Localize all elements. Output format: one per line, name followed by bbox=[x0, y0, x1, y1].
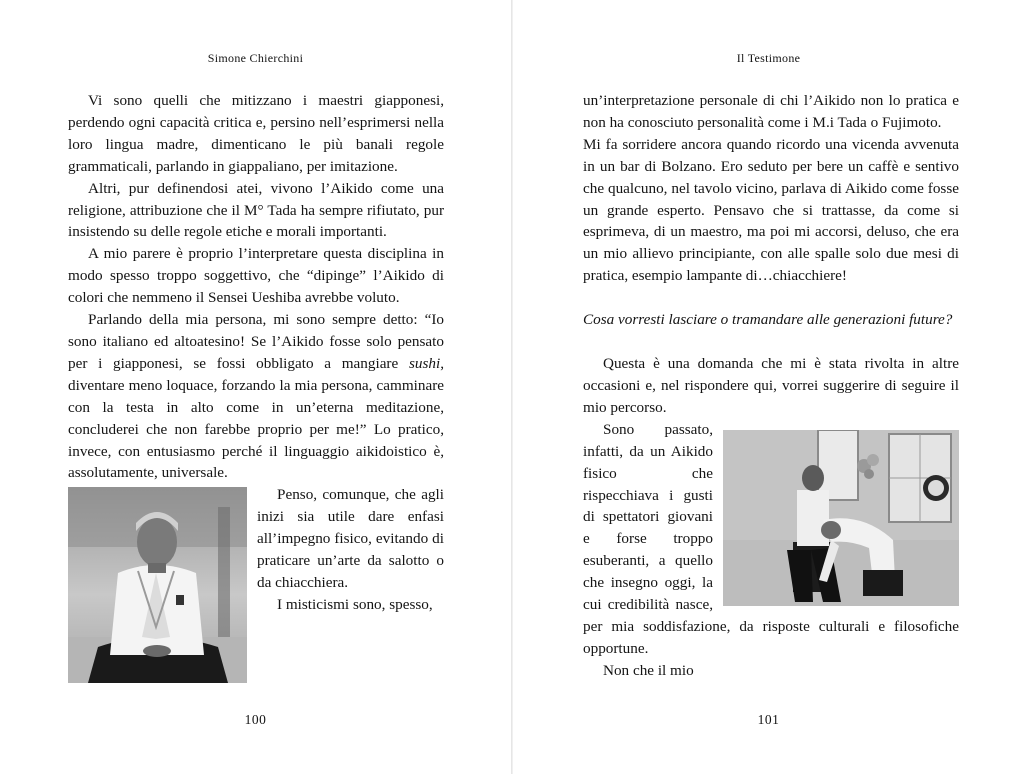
paragraph: Altri, pur definendosi atei, vivono l’Aikido come una religione, attribuzione che il M° Tada ha sempre rifiutato, pur insistendo su delle regole etiche e morali importanti. bbox=[68, 179, 444, 241]
right-page bbox=[513, 0, 1024, 774]
paragraph: Parlando della mia persona, mi sono sempre detto: “Io sono italiano ed altoatesino! Se l’Aikido fosse solo pensato per i giapponesi, se fossi obbligato a mangiare sushi, diventare meno loquace, forzando la mia persona, camminare con la testa in alto come in un’eterna meditazione, concluderei che non farebbe proprio per me!” Lo pratico, invece, con entusiasmo perché il linguaggio aikidoistico è, assolutamente, universale. bbox=[68, 311, 444, 482]
page-number-right: 101 bbox=[757, 712, 780, 727]
paragraph: Sono passato, infatti, da un Aikido fisico che rispecchiava i gusti di spettatori giovani e forse troppo esuberanti, a quello che insegno oggi, la cui credibilità nasce, per mia soddisfazione, da risposte culturali e filosofiche opportune. bbox=[583, 420, 959, 657]
left-body-text bbox=[68, 90, 444, 683]
page-number-left: 100 bbox=[244, 712, 267, 727]
paragraph: A mio parere è proprio l’interpretare questa disciplina in modo spesso troppo soggettivo, che “dipinge” l’Aikido di colori che nemmeno il Sensei Ueshiba avrebbe voluto. bbox=[68, 245, 444, 307]
left-page bbox=[0, 0, 511, 774]
running-head-author: Simone Chierchini bbox=[207, 51, 304, 65]
paragraph: Penso, comunque, che agli inizi sia utile dare enfasi all’impegno fisico, evitando di praticare un’arte da salotto o da chiacchiera. bbox=[257, 486, 444, 591]
paragraph: Vi sono quelli che mitizzano i maestri giapponesi, perdendo ogni capacità critica e, persino nell’esprimersi nella loro lingua madre, dimenticano le più banali regole grammaticali, parlando in giappaliano, per imitazione. bbox=[68, 92, 444, 175]
paragraph: Questa è una domanda che mi è stata rivolta in altre occasioni e, nel rispondere qui, vorrei suggerire di seguire il mio percorso. bbox=[583, 355, 959, 416]
running-head-title: Il Testimone bbox=[736, 51, 801, 65]
paragraph: I misticismi sono, spesso, bbox=[277, 595, 433, 613]
aikido-technique-photo-illustration bbox=[723, 430, 959, 606]
right-body-text bbox=[583, 90, 959, 682]
paragraph: Mi fa sorridere ancora quando ricordo una vicenda avvenuta in un bar di Bolzano. Ero seduto per bere un caffè e sentivo che qualcuno, nel tavolo vicino, parlava di Aikido come fosse un grande esperto. Pensavo che si trattasse, da come si esprimeva, di un maestro, ma poi mi accorsi, deluso, che era un mio allievo principiante, con alle spalle solo due mesi di pratica, esempio lampante di…chiacchiere! bbox=[583, 135, 959, 285]
paragraph: un’interpretazione personale di chi l’Aikido non lo pratica e non ha conosciuto personalità come i M.i Tada o Fujimoto. bbox=[583, 92, 959, 131]
seated-man-photo-illustration bbox=[68, 487, 247, 683]
photo-aikido-technique bbox=[723, 430, 959, 606]
photo-seated-aikidoka bbox=[68, 487, 247, 683]
paragraph: Non che il mio bbox=[603, 661, 694, 679]
interview-question: Cosa vorresti lasciare o tramandare alle generazioni future? bbox=[583, 311, 953, 329]
